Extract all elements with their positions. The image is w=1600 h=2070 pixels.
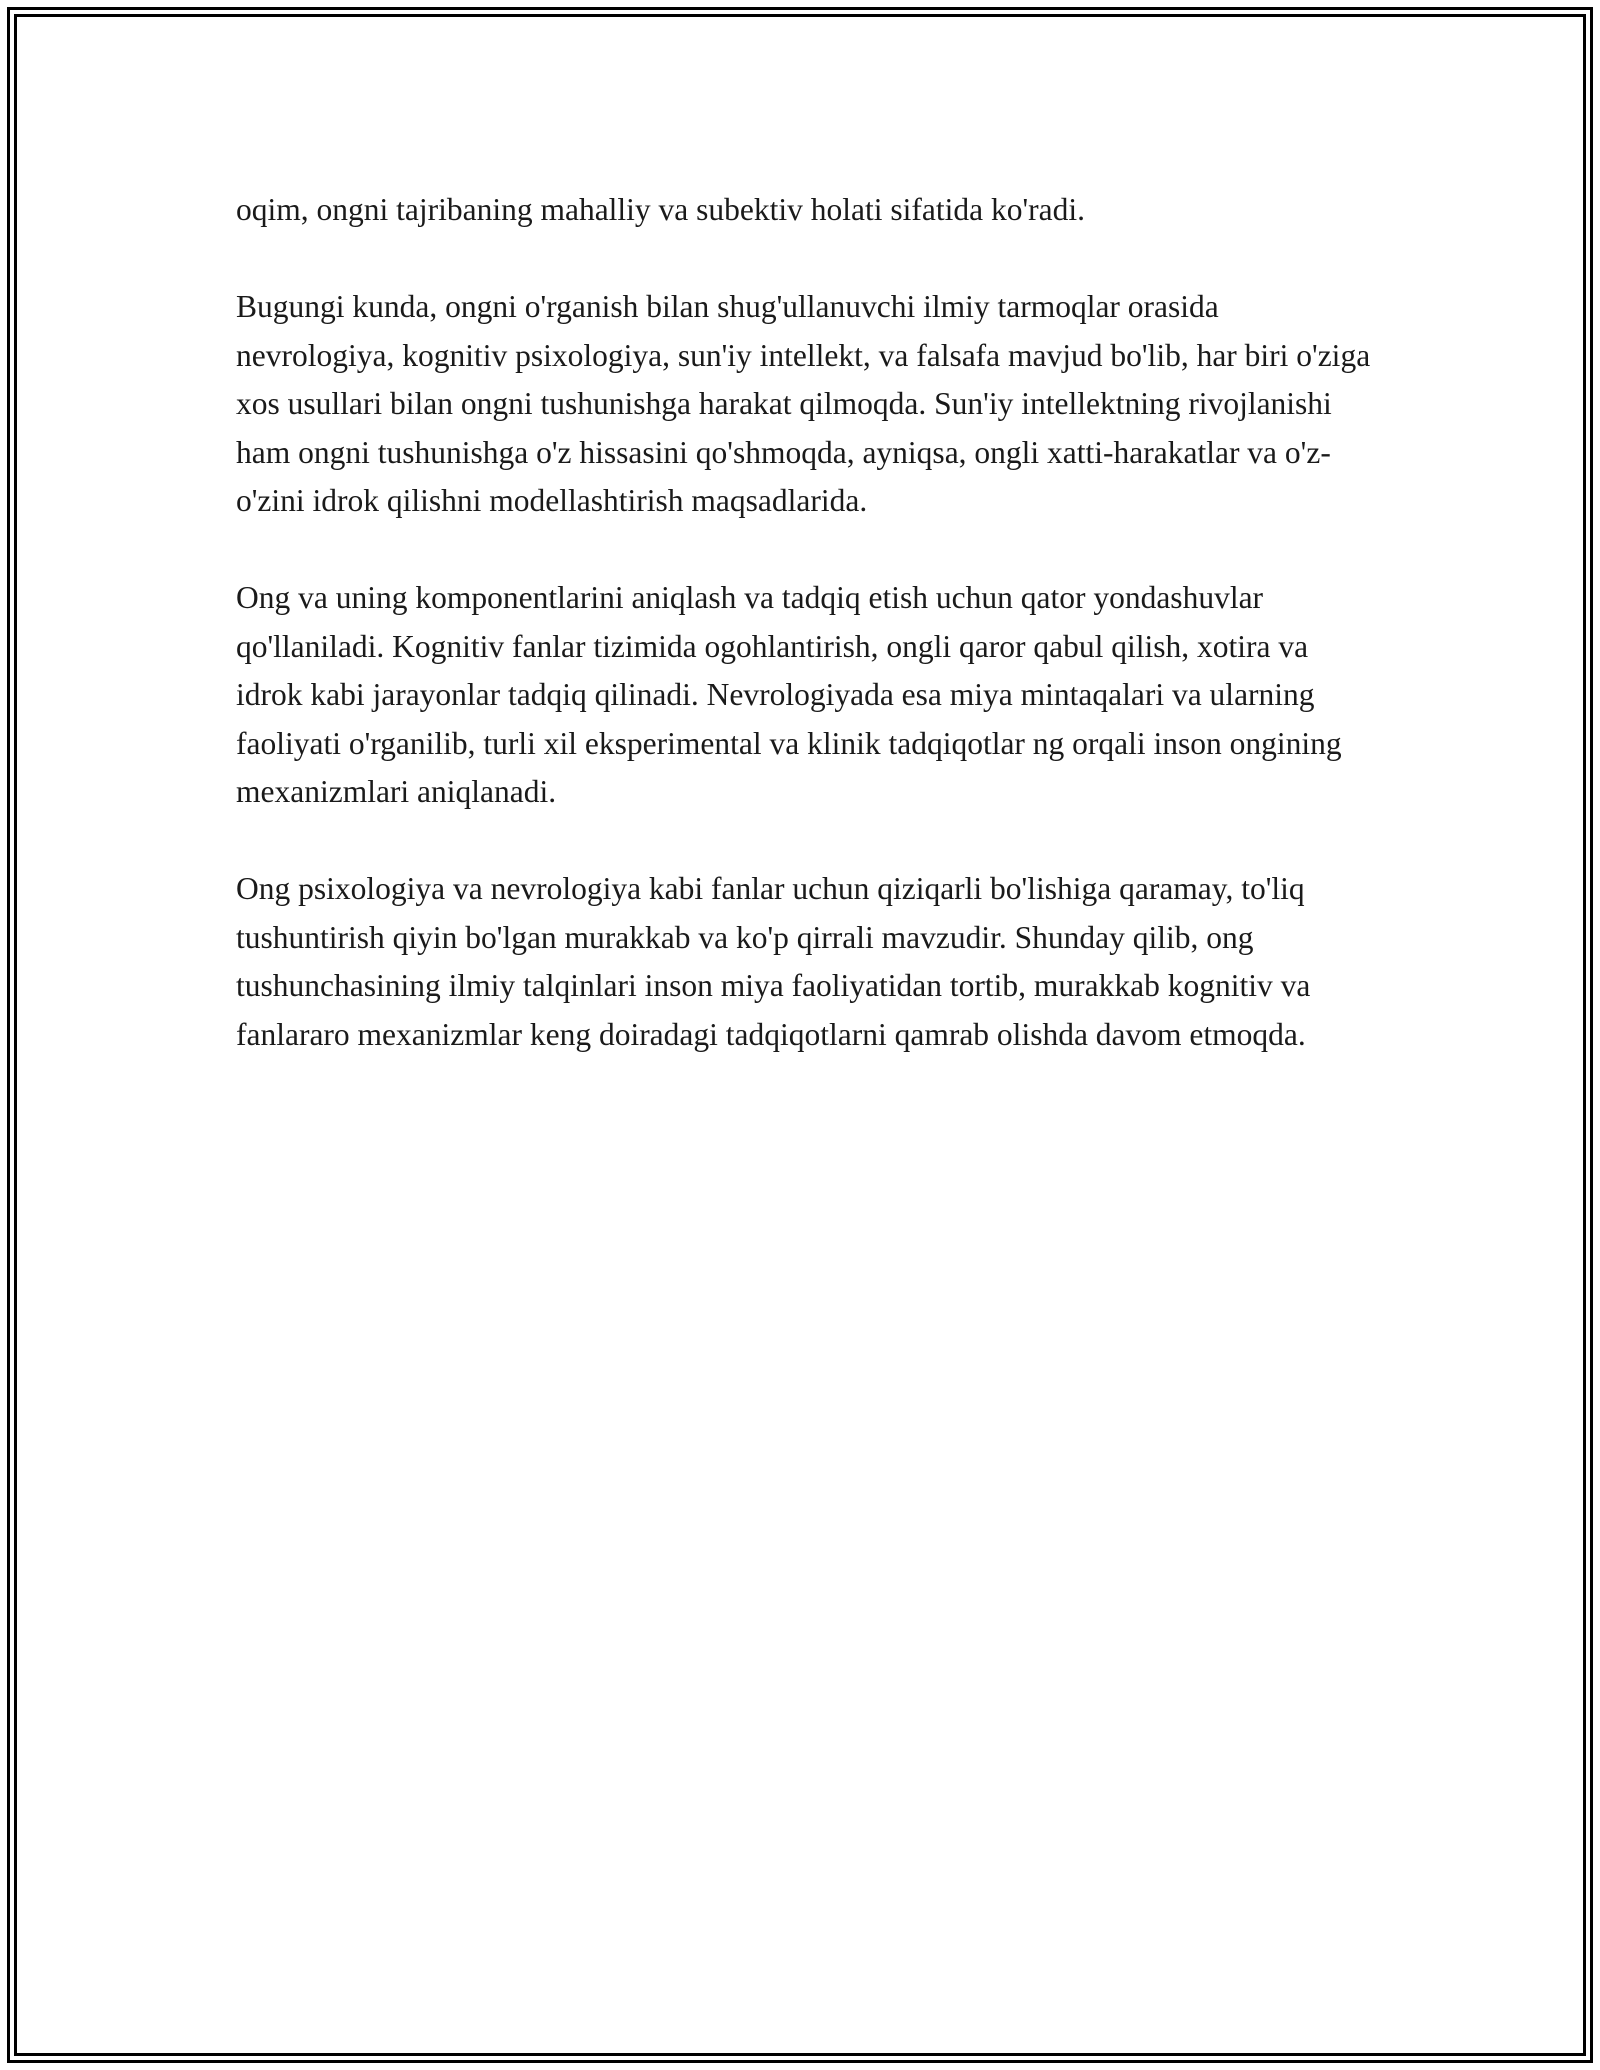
paragraph-4: Ong psixologiya va nevrologiya kabi fanlar uchun qiziqarli bo'lishiga qaramay, to'liq tushuntirish qiyin bo'lgan murakkab va ko'p qirrali mavzudir. Shunday qilib, ong tushunchasining ilmiy talqinlari inson miya faoliyatidan tortib, murakkab kognitiv va fanlararo mexanizmlar keng doiradagi tadqiqotlarni qamrab olishda davom etmoqda. — [236, 871, 1311, 1052]
document-body — [236, 186, 1376, 1108]
paragraph-2: Bugungi kunda, ongni o'rganish bilan shug'ullanuvchi ilmiy tarmoqlar orasida nevrologiya, kognitiv psixologiya, sun'iy intellekt, va falsafa mavjud bo'lib, har biri o'ziga xos usullari bilan ongni tushunishga harakat qilmoqda. Sun'iy intellektning rivojlanishi ham ongni tushunishga o'z hissasini qo'shmoqda, ayniqsa, ongli xatti-harakatlar va o'z-o'zini idrok qilishni modellashtirish maqsadlarida. — [236, 289, 1371, 518]
paragraph-3: Ong va uning komponentlarini aniqlash va tadqiq etish uchun qator yondashuvlar qo'llaniladi. Kognitiv fanlar tizimida ogohlantirish, ongli qaror qabul qilish, xotira va idrok kabi jarayonlar tadqiq qilinadi. Nevrologiyada esa miya mintaqalari va ularning faoliyati o'rganilib, turli xil eksperimental va klinik tadqiqotlar ng orqali inson ongining mexanizmlari aniqlanadi. — [236, 580, 1342, 809]
paragraph-1: oqim, ongni tajribaning mahalliy va subektiv holati sifatida ko'radi. — [236, 192, 1086, 227]
